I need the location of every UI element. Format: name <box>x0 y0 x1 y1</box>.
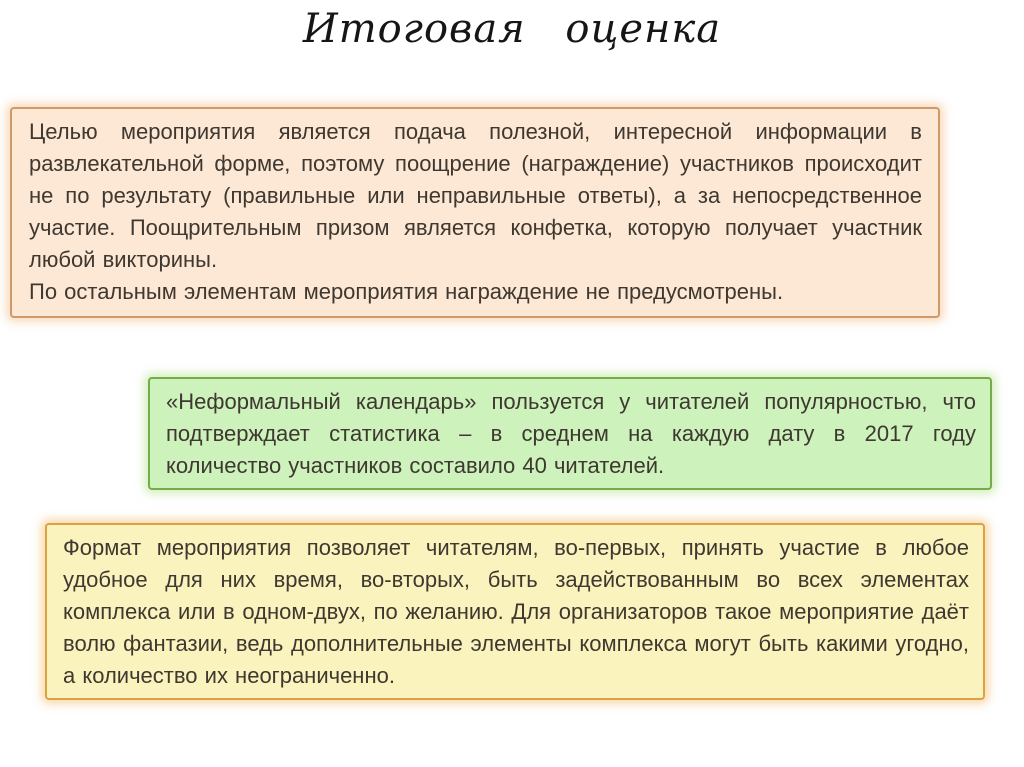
format-paragraph: Формат мероприятия позволяет читателям, во-первых, принять участие в любое удобное для них время, во-вторых, быть задействованным во всех элементах комплекса или в одном-двух, по желанию. Для организаторов такое мероприятие даёт волю фантазии, ведь дополнительные элементы комплекса могут быть какими угодно, а количество их неограниченно. <box>63 535 969 688</box>
goal-note-paragraph: По остальным элементам мероприятия награждение не предусмотрены. <box>29 279 784 304</box>
calendar-popularity-paragraph: «Неформальный календарь» пользуется у читателей популярностью, что подтверждает статистика – в среднем на каждую дату в 2017 году количество участников составило 40 читателей. <box>166 389 976 478</box>
slide-title: Итоговая оценка <box>302 6 722 52</box>
calendar-popularity-text-box <box>148 377 992 490</box>
goal-text-box <box>10 107 940 318</box>
goal-paragraph: Целью мероприятия является подача полезной, интересной информации в развлекательной форме, поэтому поощрение (награждение) участников происходит не по результату (правильные или неправильные ответы), а за непосредственное участие. Поощрительным призом является конфетка, которую получает участник любой викторины. <box>29 119 922 272</box>
format-text-box <box>45 523 985 700</box>
